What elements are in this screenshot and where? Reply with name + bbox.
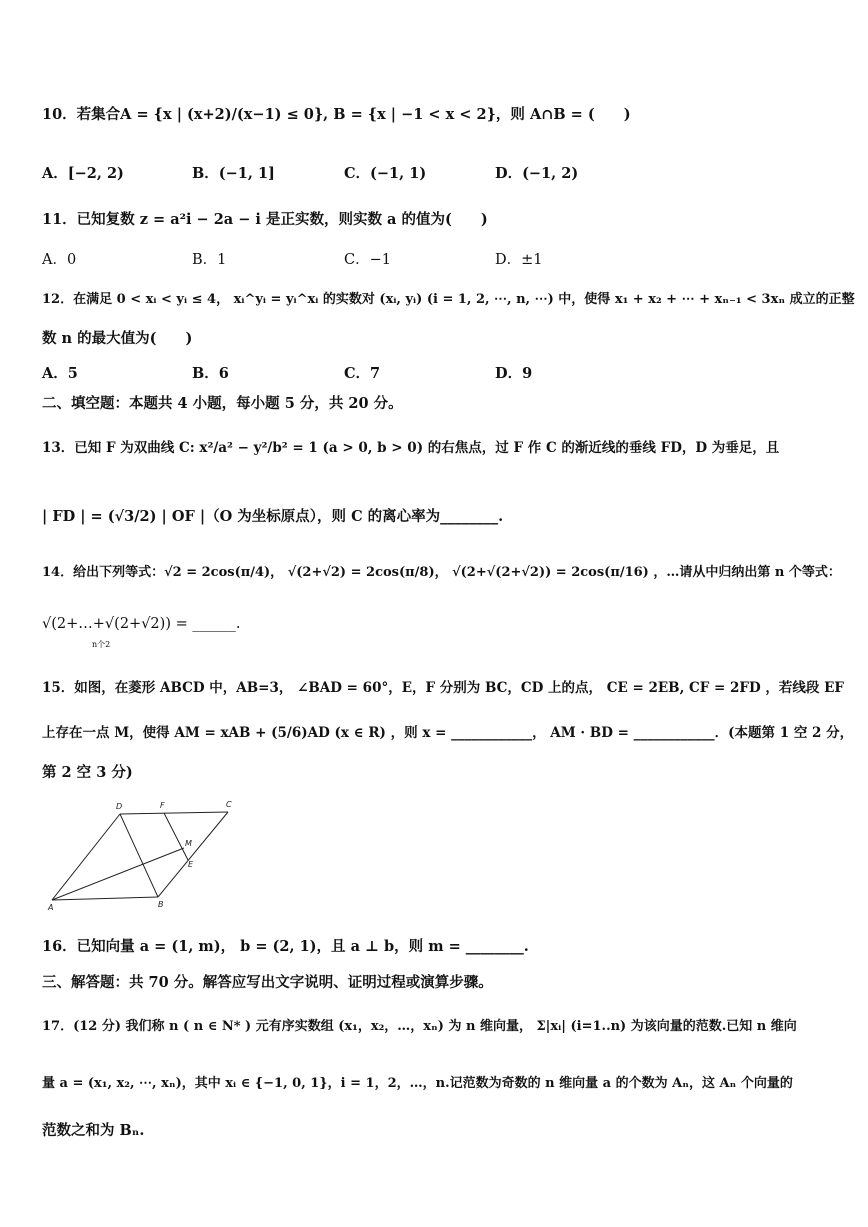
q10-option-a: A．[−2, 2) [42,165,124,182]
q12-stem-line1: 12．在满足 0 < xᵢ < yᵢ ≤ 4， xᵢ^yᵢ = yᵢ^xᵢ 的实数对 (xᵢ, yᵢ) (i = 1, 2, ⋯, n, ⋯) 中，使得 x₁ + x₂ + ⋯ + xₙ₋₁ < 3xₙ 成立的正整 [42,292,855,307]
q11-option-b: B．1 [192,252,227,268]
q12-option-c: C．7 [344,365,381,382]
q15-line3: 第 2 空 3 分) [42,764,133,781]
label-b: B [158,900,164,909]
q14-line2: √(2+…+√(2+√2)) = ______. [42,616,241,632]
q11-option-d: D．±1 [495,252,543,268]
q14-line1: 14．给出下列等式：√2 = 2cos(π/4)， √(2+√2) = 2cos(π/8)， √(2+√(2+√2)) = 2cos(π/16) ，…请从中归纳出第 n 个等式： [42,565,841,580]
q14-note: n个2 [92,640,111,649]
section-3-heading: 三、解答题：共 70 分。解答应写出文字说明、证明过程或演算步骤。 [42,974,493,991]
q15-line2: 上存在一点 M，使得 AM = xAB + (5/6)AD (x ∈ R) ，则 x = ____________， AM · BD = ____________．(本题第 1 空 2 分， [42,725,854,741]
q15-line1: 15．如图，在菱形 ABCD 中，AB=3， ∠BAD = 60°，E，F 分别为 BC，CD 上的点， CE = 2EB, CF = 2FD ，若线段 EF [42,680,844,696]
label-a: A [48,903,54,911]
q12-option-d: D．9 [495,365,533,382]
q13-line2: | FD | = (√3/2) | OF |（O 为坐标原点），则 C 的离心率为________. [42,508,504,525]
label-d: D [116,802,123,811]
q13-line1: 13．已知 F 为双曲线 C: x²/a² − y²/b² = 1 (a > 0, b > 0) 的右焦点，过 F 作 C 的渐近线的垂线 FD，D 为垂足，且 [42,440,780,456]
segment-am [52,848,184,900]
q10-option-d: D．(−1, 2) [495,165,579,182]
q12-stem-line2: 数 n 的最大值为( ) [42,330,193,347]
q12-option-a: A．5 [42,365,78,382]
q17-line2: 量 a = (x₁, x₂, ⋯, xₙ)，其中 xᵢ ∈ {−1, 0, 1}，i = 1，2，…，n.记范数为奇数的 n 维向量 a 的个数为 Aₙ，这 Aₙ 个向量的 [42,1076,793,1091]
label-m: M [185,839,192,848]
q11-stem: 11．已知复数 z = a²i − 2a − i 是正实数，则实数 a 的值为( ) [42,211,488,228]
q11-option-a: A．0 [42,252,77,268]
label-e: E [188,860,194,869]
diagonal-bd [120,814,158,897]
q17-line3: 范数之和为 Bₙ. [42,1122,145,1139]
q10-stem: 10．若集合A = {x | (x+2)/(x−1) ≤ 0}, B = {x | −1 < x < 2}，则 A∩B = ( ) [42,106,631,123]
label-f: F [160,801,165,810]
q17-line1: 17．(12 分) 我们称 n ( n ∈ N* ) 元有序实数组 (x₁，x₂，…，xₙ) 为 n 维向量， Σ|xᵢ| (i=1..n) 为该向量的范数.已知 n 维向 [42,1019,797,1034]
rhombus-figure [40,796,240,911]
edge-cd [120,812,228,814]
section-2-heading: 二、填空题：本题共 4 小题，每小题 5 分，共 20 分。 [42,395,403,412]
q12-option-b: B．6 [192,365,229,382]
segment-ef [164,813,188,860]
q16-line: 16．已知向量 a = (1, m)， b = (2, 1)，且 a ⊥ b，则 m = ________. [42,938,529,955]
q11-option-c: C．−1 [344,252,391,268]
edge-ab [52,897,158,900]
label-c: C [226,800,232,809]
q10-option-c: C．(−1, 1) [344,165,427,182]
q10-option-b: B．(−1, 1] [192,165,275,182]
